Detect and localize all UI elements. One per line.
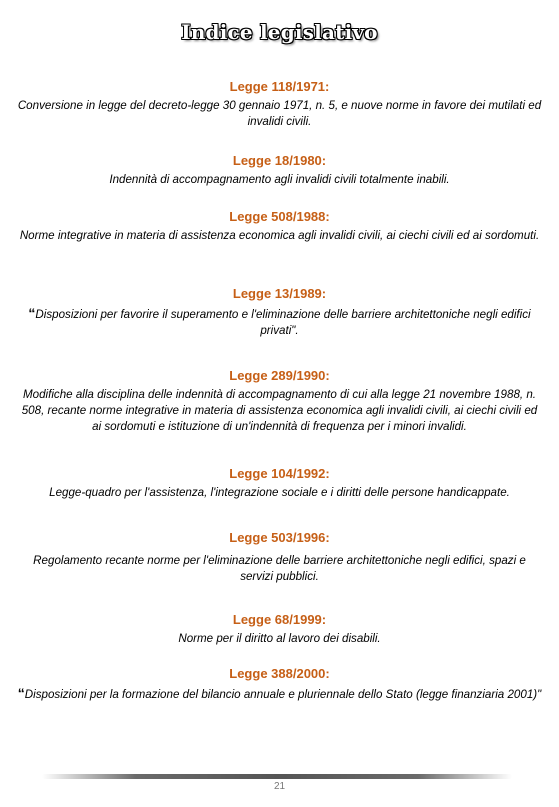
- law-title: Legge 104/1992:: [229, 466, 330, 481]
- law-description: [16, 685, 543, 703]
- law-description-text: Disposizioni per la formazione del bilancio annuale e pluriennale dello Stato (legge finanziaria 2001)": [24, 688, 542, 701]
- law-description: Norme per il diritto al lavoro dei disabili.: [178, 632, 381, 645]
- law-description: Indennità di accompagnamento agli invalidi civili totalmente inabili.: [109, 173, 450, 186]
- law-title: Legge 388/2000:: [229, 666, 330, 681]
- opening-quote-mark: “: [17, 685, 25, 701]
- law-description: Modifiche alla disciplina delle indennità di accompagnamento di cui alla legge 21 novembre 1988, n. 508, recante norme integrative in materia di assistenza economica agli invalidi civili, ai ciechi civili ed ai sordomuti e istituzione di un'indennità di frequenza per i minori invalidi.: [21, 388, 538, 433]
- law-entry-503-1996: [16, 529, 543, 585]
- law-entry-104-1992: [16, 465, 543, 501]
- law-description: [16, 305, 543, 339]
- law-description-text: Disposizioni per favorire il superamento e l'eliminazione delle barriere architettoniche negli edifici privati".: [35, 308, 531, 337]
- law-title: Legge 118/1971:: [229, 79, 330, 94]
- law-description: Legge-quadro per l'assistenza, l'integrazione sociale e i diritti delle persone handicappate.: [49, 486, 510, 499]
- law-title: Legge 68/1999:: [232, 612, 327, 627]
- law-entry-289-1990: [16, 367, 543, 435]
- law-description: Regolamento recante norme per l'eliminazione delle barriere architettoniche negli edifici, spazi e servizi pubblici.: [33, 554, 526, 583]
- law-description: Norme integrative in materia di assistenza economica agli invalidi civili, ai ciechi civili ed ai sordomuti.: [19, 229, 540, 242]
- law-entry-118-1971: [16, 78, 543, 130]
- law-description: Conversione in legge del decreto-legge 30 gennaio 1971, n. 5, e nuove norme in favore dei mutilati ed invalidi civili.: [17, 99, 542, 128]
- footer-divider: [42, 774, 512, 779]
- law-entry-68-1999: [16, 611, 543, 647]
- law-title: Legge 508/1988:: [229, 209, 330, 224]
- law-title: Legge 18/1980:: [232, 153, 327, 168]
- law-entry-13-1989: [16, 285, 543, 339]
- law-entry-388-2000: [16, 665, 543, 703]
- page-number: 21: [273, 781, 286, 792]
- law-entry-18-1980: [16, 152, 543, 188]
- law-title: Legge 503/1996:: [229, 530, 330, 545]
- law-entry-508-1988: [16, 208, 543, 244]
- opening-quote-mark: “: [28, 305, 36, 321]
- law-title: Legge 289/1990:: [229, 368, 330, 383]
- page-title: Indice legislativo: [181, 20, 378, 44]
- law-title: Legge 13/1989:: [232, 286, 327, 301]
